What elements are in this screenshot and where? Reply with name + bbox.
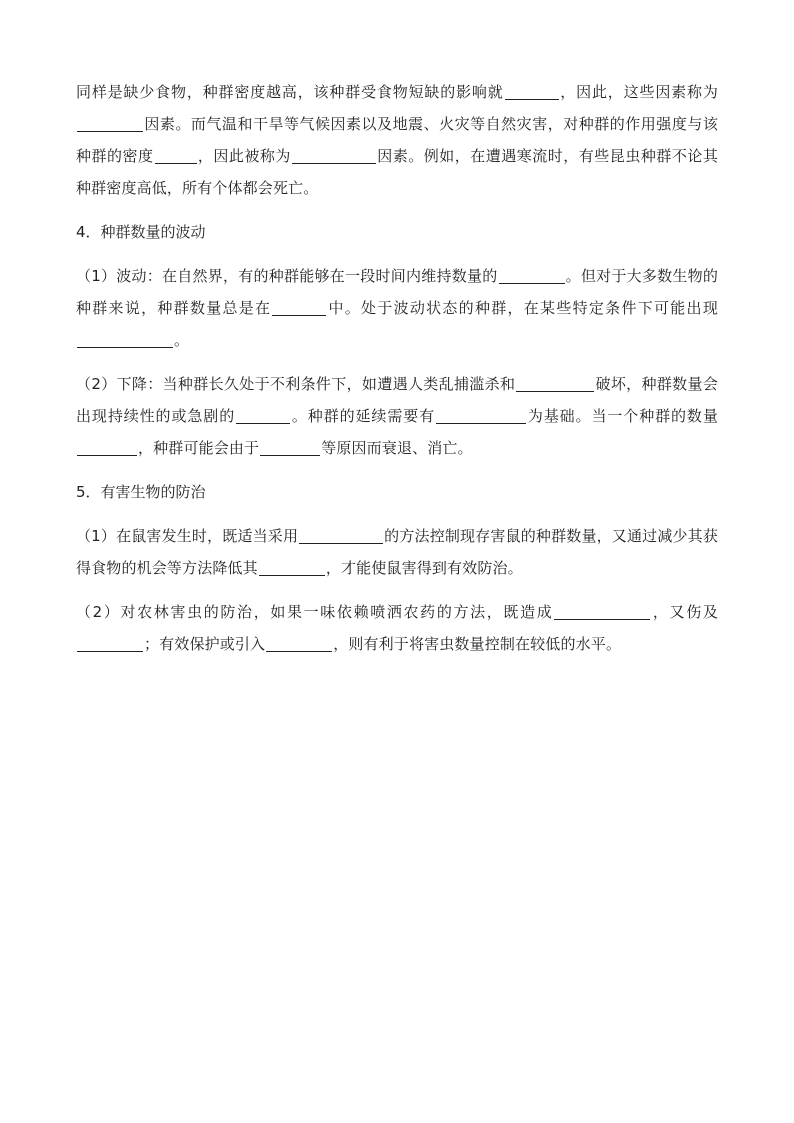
text-run: 破坏，种群数量会出现持续性的或急剧的 [76,375,718,425]
text-run: ，则有利于将害虫数量控制在较低的水平。 [333,635,622,653]
fill-in-blank[interactable] [266,634,332,652]
section-heading [76,476,718,508]
text-run: 的方法控制现存害鼠的种群数量，又通过减少其获得食物的机会等方法降低其 [76,527,718,577]
fill-in-blank[interactable] [499,266,565,284]
fill-in-blank[interactable] [260,438,320,456]
fill-in-blank[interactable] [77,438,137,456]
text-run: （1）在鼠害发生时，既适当采用 [76,527,299,545]
text-run: 。种群的延续需要有 [291,407,436,425]
text-run: ；有效保护或引入 [144,635,266,653]
text-run: ，因此被称为 [197,147,291,165]
paragraph [76,368,718,464]
text-run: 同样是缺少食物，种群密度越高，该种群受食物短缺的影响就 [76,83,504,101]
section-heading [76,216,718,248]
paragraph [76,260,718,356]
fill-in-blank[interactable] [259,558,325,576]
fill-in-blank[interactable] [236,406,290,424]
text-run: ，又伤及 [651,603,718,621]
text-run: 因素。而气温和干旱等气候因素以及地震、火灾等自然灾害，对种群的作用强度与该种群的密度 [76,115,718,165]
fill-in-blank[interactable] [155,146,197,164]
fill-in-blank[interactable] [436,406,526,424]
text-run: ，种群可能会由于 [138,439,260,457]
fill-in-blank[interactable] [272,298,326,316]
text-run: 为基础。当一个种群的数量 [527,407,718,425]
paragraph [76,520,718,584]
text-run: 5．有害生物的防治 [76,483,206,501]
text-run: （1）波动：在自然界，有的种群能够在一段时间内维持数量的 [76,267,498,285]
fill-in-blank[interactable] [554,602,650,620]
fill-in-blank[interactable] [299,526,383,544]
fill-in-blank[interactable] [77,634,143,652]
paragraph [76,596,718,660]
fill-in-blank[interactable] [505,82,559,100]
text-run: 因素。例如，在遭遇寒流时，有些昆虫种群不论其种群密度高低，所有个体都会死亡。 [76,147,718,197]
fill-in-blank[interactable] [292,146,376,164]
fill-in-blank[interactable] [77,330,173,348]
paragraph [76,76,718,204]
fill-in-blank[interactable] [77,114,143,132]
text-run: 等原因而衰退、消亡。 [321,439,473,457]
fill-in-blank[interactable] [516,374,594,392]
text-run: 中。处于波动状态的种群，在某些特定条件下可能出现 [327,299,718,317]
text-run: 。但对于大多数生物的种群来说，种群数量总是在 [76,267,718,317]
document-page [76,76,718,672]
text-run: （2）对农林害虫的防治，如果一味依赖喷洒农药的方法，既造成 [76,603,554,621]
text-run: 4．种群数量的波动 [76,223,206,241]
text-run: ，才能使鼠害得到有效防治。 [325,559,523,577]
text-run: ，因此，这些因素称为 [559,83,718,101]
text-run: （2）下降：当种群长久处于不利条件下，如遭遇人类乱捕滥杀和 [76,375,516,393]
text-run: 。 [174,331,190,349]
